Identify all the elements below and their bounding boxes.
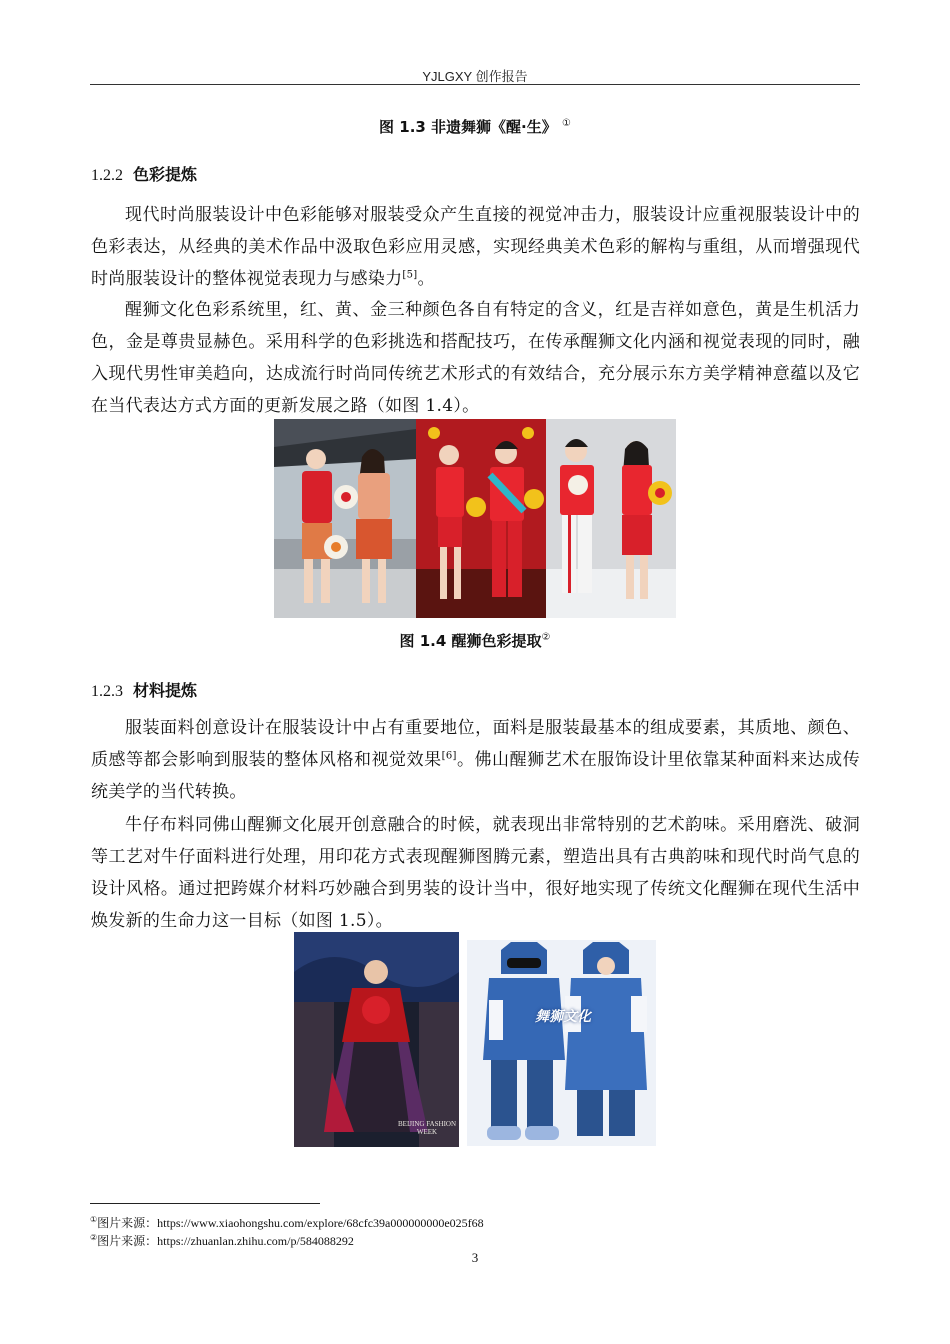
header-rule	[90, 84, 860, 85]
paragraph-color-1	[91, 199, 860, 295]
dance-lion-culture-overlay: 舞狮文化	[535, 1009, 591, 1025]
figure-1-5-image-right	[467, 940, 656, 1146]
footnote-text: 图片来源：https://www.xiaohongshu.com/explore/68cfc39a000000000e025f68	[97, 1216, 484, 1230]
footnote-rule	[90, 1203, 320, 1204]
figure-1-3-caption-text: 图 1.3 非遗舞狮《醒·生》	[379, 118, 557, 136]
footnote-2	[90, 1232, 354, 1249]
footnote-marker-1: ①	[561, 118, 571, 129]
figure-1-3-caption	[0, 116, 950, 137]
beijing-fashion-week-logo: BEIJING FASHION WEEK	[398, 1120, 457, 1136]
figure-1-5-image-left	[294, 932, 459, 1147]
section-number: 1.2.3	[91, 683, 123, 700]
footnote-mark: ①	[90, 1215, 98, 1224]
footnote-mark: ②	[90, 1233, 98, 1242]
paragraph-text: 牛仔布料同佛山醒狮文化展开创意融合的时候，就表现出非常特别的艺术韵味。采用磨洗、破洞等工艺对牛仔面料进行处理，用印花方式表现醒狮图腾元素，塑造出具有古典韵味和现代时尚气息的设计风格。通过把跨媒介材料巧妙融合到男装的设计当中，很好地实现了传统文化醒狮在现代生活中焕发新的生命力这一目标（如图 1.5）。	[91, 815, 860, 931]
footnote-1	[90, 1214, 484, 1231]
citation-ref: [6]	[441, 750, 457, 762]
paragraph-text: 现代时尚服装设计中色彩能够对服装受众产生直接的视觉冲击力，服装设计应重视服装设计中的色彩表达，从经典的美术作品中汲取色彩应用灵感，实现经典美术色彩的解构与重组，从而增强现代时尚服装设计的整体视觉表现力与感染力	[91, 205, 860, 289]
footnote-text: 图片来源：https://zhuanlan.zhihu.com/p/584088292	[97, 1234, 354, 1248]
page-number: 3	[471, 1250, 479, 1265]
figure-1-4-caption	[0, 630, 950, 651]
footnote-marker-2: ②	[541, 632, 551, 643]
running-header: YJLGXY 创作报告	[422, 69, 528, 84]
section-number: 1.2.2	[91, 167, 123, 184]
paragraph-text-end: 。	[417, 269, 435, 289]
section-heading-1-2-2	[91, 162, 197, 185]
section-title: 材料提炼	[133, 681, 198, 700]
citation-ref: [5]	[402, 269, 418, 281]
paragraph-material-2	[91, 809, 860, 937]
paragraph-color-2	[91, 294, 860, 422]
section-heading-1-2-3	[91, 678, 197, 701]
paragraph-text-end: 。佛山醒狮艺术在服饰设计里依靠某种面料来达成传统美学的当代转换。	[91, 750, 861, 802]
figure-1-4-image	[274, 419, 676, 618]
section-title: 色彩提炼	[133, 165, 198, 184]
paragraph-text: 服装面料创意设计在服装设计中占有重要地位，面料是服装最基本的组成要素，其质地、颜色、质感等都会影响到服装的整体风格和视觉效果	[91, 718, 860, 770]
paragraph-text: 醒狮文化色彩系统里，红、黄、金三种颜色各自有特定的含义，红是吉祥如意色，黄是生机活力色，金是尊贵显赫色。采用科学的色彩挑选和搭配技巧，在传承醒狮文化内涵和视觉表现的同时，融入现代男性审美趋向，达成流行时尚同传统艺术形式的有效结合，充分展示东方美学精神意蕴以及它在当代表达方式方面的更新发展之路（如图 1.4）。	[91, 300, 860, 416]
figure-1-4-caption-text: 图 1.4 醒狮色彩提取	[399, 632, 542, 650]
paragraph-material-1	[91, 712, 860, 808]
